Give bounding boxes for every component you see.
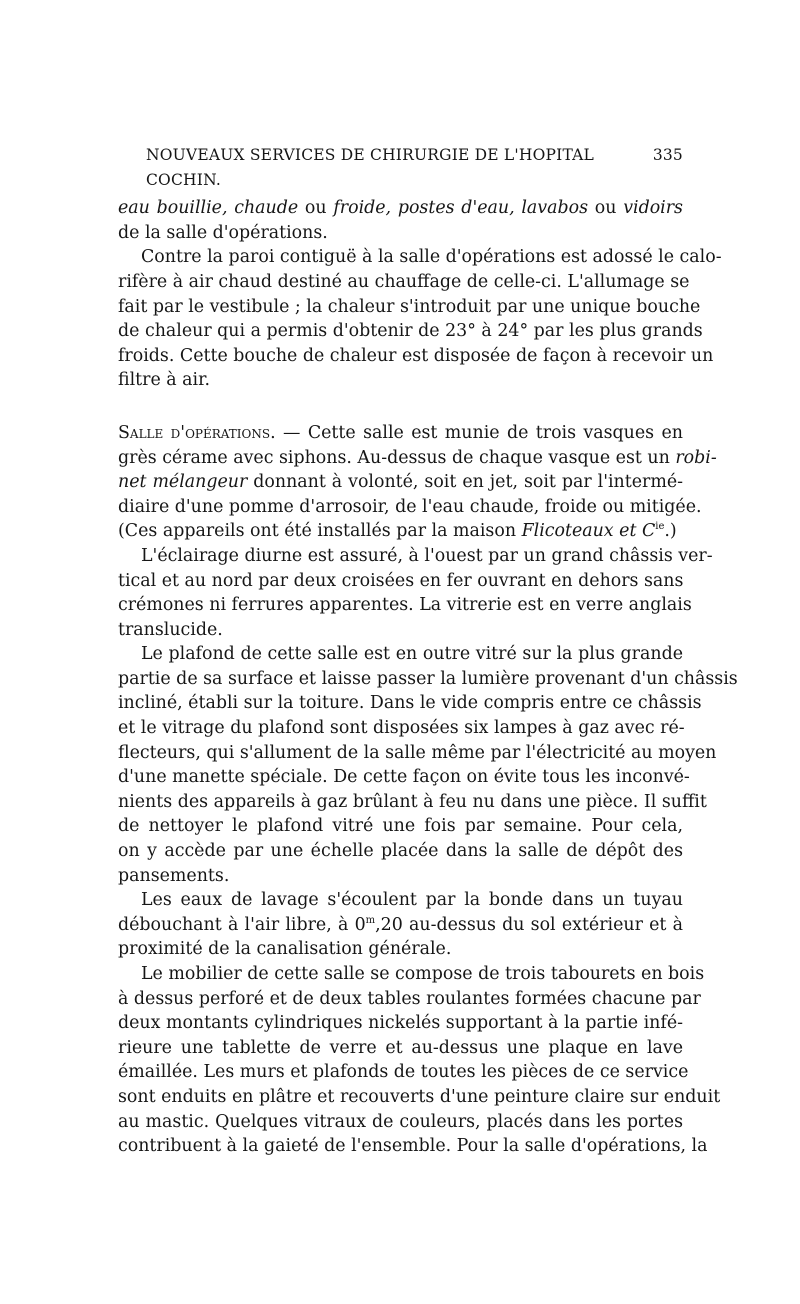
paragraph-6: [118, 888, 683, 962]
text-line: et le vitrage du plafond sont disposées six lampes à gaz avec ré-: [118, 718, 685, 739]
text-line: flecteurs, qui s'allument de la salle même par l'électricité au moyen: [118, 742, 717, 763]
text-line: rifère à air chaud destiné au chauffage de celle-ci. L'allumage se: [118, 271, 690, 292]
text-line: nients des appareils à gaz brûlant à feu nu dans une pièce. Il suffit: [118, 791, 707, 812]
text-line: de nettoyer le plafond vitré une fois par semaine. Pour cela,: [118, 816, 683, 837]
running-head-title: NOUVEAUX SERVICES DE CHIRURGIE DE L'HOPITAL COCHIN.: [146, 146, 595, 189]
italic-text: net mélangeur: [118, 472, 248, 493]
text: débouchant à l'air libre, à 0: [118, 914, 366, 935]
text-line: de chaleur qui a permis d'obtenir de 23° à 24° par les plus grands: [118, 321, 703, 342]
text-line: proximité de la canalisation générale.: [118, 939, 452, 960]
italic-text: eau bouillie, chaude: [118, 198, 299, 219]
text: (Ces appareils ont été installés par la maison: [118, 521, 522, 542]
text: — Cette salle est munie de trois vasques en: [275, 422, 683, 443]
text: ou: [588, 198, 624, 219]
italic-text: robi-: [675, 447, 717, 468]
text-line: on y accède par une échelle placée dans la salle de dépôt des: [118, 841, 683, 862]
text: ,20 au-dessus du sol extérieur et à: [375, 914, 684, 935]
paragraph-2: [118, 245, 722, 393]
text: grès cérame avec siphons. Au-dessus de chaque vasque est un: [118, 447, 676, 468]
text-line: [118, 446, 717, 471]
text-line: incliné, établi sur la toiture. Dans le vide compris entre ce châssis: [118, 693, 702, 714]
text-line: partie de sa surface et laisse passer la lumière provenant d'un châssis: [118, 668, 738, 689]
text-line: Contre la paroi contiguë à la salle d'opérations est adossé le calo-: [141, 247, 722, 268]
text-line: translucide.: [118, 619, 223, 640]
text-line: Le mobilier de cette salle se compose de trois tabourets en bois: [141, 964, 705, 984]
text-line: [118, 519, 683, 544]
text-line: Le plafond de cette salle est en outre vitré sur la plus grande: [141, 644, 683, 665]
text-line: émaillée. Les murs et plafonds de toutes les pièces de ce service: [118, 1062, 689, 1083]
italic-text: Flicoteaux et C: [521, 521, 656, 542]
paragraph-4: [118, 544, 713, 642]
paragraph-1: [118, 196, 683, 245]
text-line: d'une manette spéciale. De cette façon on évite tous les inconvé-: [118, 767, 690, 788]
paragraph-5: [118, 642, 738, 888]
paragraph-7: [118, 962, 721, 1159]
text-line: fait par le vestibule ; la chaleur s'introduit par une unique bouche: [118, 296, 701, 317]
text-line: à dessus perforé et de deux tables roulantes formées chacune par: [118, 988, 701, 1009]
text-line: pansements.: [118, 865, 230, 886]
book-page: [118, 143, 738, 1159]
text-line: contribuent à la gaieté de l'ensemble. Pour la salle d'opérations, la: [118, 1136, 708, 1157]
italic-text: vidoirs: [623, 198, 683, 219]
superscript: m: [365, 915, 376, 927]
text: .): [664, 521, 677, 542]
text-line: diaire d'une pomme d'arrosoir, de l'eau chaude, froide ou mitigée.: [118, 496, 702, 517]
text-line: [118, 421, 683, 446]
text: donnant à volonté, soit en jet, soit par l'intermé-: [247, 472, 683, 493]
section-heading: Salle d'opérations.: [118, 422, 276, 443]
running-head: [146, 143, 683, 192]
text-line: au mastic. Quelques vitraux de couleurs, placés dans les portes: [118, 1111, 683, 1132]
paragraph-3: [118, 421, 717, 544]
text-line: [118, 196, 683, 221]
text-line: filtre à air.: [118, 370, 211, 391]
section-gap: [118, 393, 683, 421]
italic-text: froide, postes d'eau, lavabos: [333, 198, 589, 219]
text-line: crémones ni ferrures apparentes. La vitrerie est en verre anglais: [118, 595, 692, 616]
text-line: [118, 913, 683, 938]
text-line: Les eaux de lavage s'écoulent par la bonde dans un tuyau: [141, 890, 683, 911]
text-line: de la salle d'opérations.: [118, 222, 328, 243]
text-line: froids. Cette bouche de chaleur est disposée de façon à recevoir un: [118, 345, 714, 366]
text-line: L'éclairage diurne est assuré, à l'ouest par un grand châssis ver-: [141, 545, 713, 566]
superscript: ie: [655, 521, 665, 533]
text-line: [118, 470, 683, 495]
text-line: sont enduits en plâtre et recouverts d'une peinture claire sur enduit: [118, 1086, 721, 1107]
text-line: tical et au nord par deux croisées en fer ouvrant en dehors sans: [118, 570, 684, 591]
text-line: deux montants cylindriques nickelés supportant à la partie infé-: [118, 1013, 683, 1034]
text: ou: [298, 198, 334, 219]
page-number: 335: [652, 146, 683, 164]
text-line: rieure une tablette de verre et au-dessus une plaque en lave: [118, 1037, 683, 1058]
